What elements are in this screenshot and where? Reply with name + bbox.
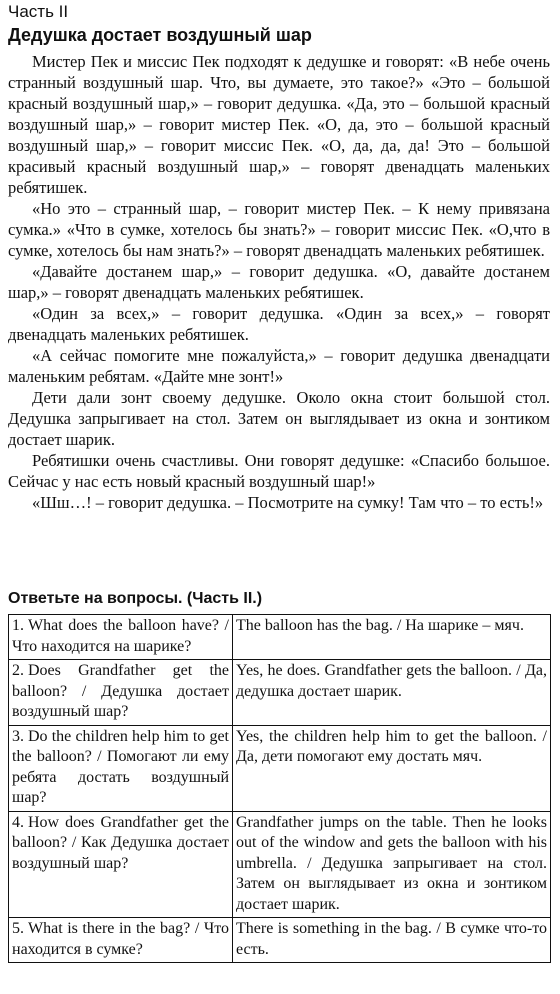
answer-cell: Yes, the children help him to get the balloon. / Да, дети помогают ему достать мяч. [233,725,551,811]
table-row [9,811,551,918]
story-paragraph: Ребятишки очень счастливы. Они говорят дедушке: «Спасибо большое. Сейчас у нас есть новый красный воздушный шар!» [8,451,550,491]
answer-cell: The balloon has the bag. / На шарике – мяч. [233,615,551,660]
qa-table [8,614,551,963]
question-text: How does Grandfather get the balloon? / Как Дедушка достает воздушный шар? [12,813,229,872]
question-cell [9,660,233,726]
answer-cell: Yes, he does. Grandfather gets the balloon. / Да, дедушка достает шарик. [233,660,551,726]
questions-title: Ответьте на вопросы. (Часть II.) [8,590,263,607]
story-paragraph: «Шш…! – говорит дедушка. – Посмотрите на сумку! Там что – то есть!» [32,493,544,512]
question-number: 4. [12,813,24,831]
answer-cell: There is something in the bag. / В сумке что-то есть. [233,918,551,963]
story-paragraph: «Но это – странный шар, – говорит мистер Пек. – К нему привязана сумка.» «Что в сумке, хотелось бы знать?» – говорит миссис Пек. «О,что в сумке, хотелось бы нам знать?» – говорят двенадцать маленьких ребятишек. [8,199,550,260]
question-cell [9,615,233,660]
question-number: 5. [12,920,24,937]
question-number: 3. [12,727,24,745]
question-text: Do the children help him to get the balloon? / Помогают ли ему ребята достать воздушный шар? [12,727,229,806]
question-text: What is there in the bag? / Что находится в сумке? [12,920,229,958]
table-row [9,660,551,726]
part-label: Часть II [8,2,69,21]
story-paragraph: «Один за всех,» – говорит дедушка. «Один за всех,» – говорят двенадцать маленьких ребятишек. [8,304,550,344]
story-paragraph: «Давайте достанем шар,» – говорит дедушка. «О, давайте достанем шар,» – говорят двенадцать маленьких ребятишек. [8,262,550,302]
story-paragraph: Дети дали зонт своему дедушке. Около окна стоит большой стол. Дедушка запрыгивает на стол. Затем он выглядывает из окна и зонтиком достает шарик. [8,388,550,449]
question-cell [9,725,233,811]
story-paragraph: «А сейчас помогите мне пожалуйста,» – говорит дедушка двенадцати маленьким ребятам. «Дайте мне зонт!» [8,346,550,386]
story-paragraph: Мистер Пек и миссис Пек подходят к дедушке и говорят: «В небе очень странный воздушный шар. Что, вы думаете, это такое?» «Это – большой красный воздушный шар,» – говорит дедушка. «Да, это – большой красный воздушный шар,» – говорит мистер Пек. «О, да, это – большой красный воздушный шар,» – говорит миссис Пек. «О, да, да, да! Это – большой красивый красный воздушный шар,» – говорят двенадцать маленьких ребятишек. [8,52,550,197]
table-row [9,615,551,660]
question-cell [9,811,233,918]
table-row [9,918,551,963]
question-number: 1. [12,617,24,634]
story-text [8,51,550,513]
table-row [9,725,551,811]
question-text: What does the balloon have? / Что находится на шарике? [12,617,229,655]
question-cell [9,918,233,963]
answer-cell: Grandfather jumps on the table. Then he looks out of the window and gets the balloon with his umbrella. / Дедушка запрыгивает на стол. Затем он выглядывает из окна и зонтиком достает шарик. [233,811,551,918]
question-text: Does Grandfather get the balloon? / Дедушка достает воздушный шар? [12,662,229,720]
story-title: Дедушка достает воздушный шар [8,25,312,45]
question-number: 2. [12,662,24,679]
